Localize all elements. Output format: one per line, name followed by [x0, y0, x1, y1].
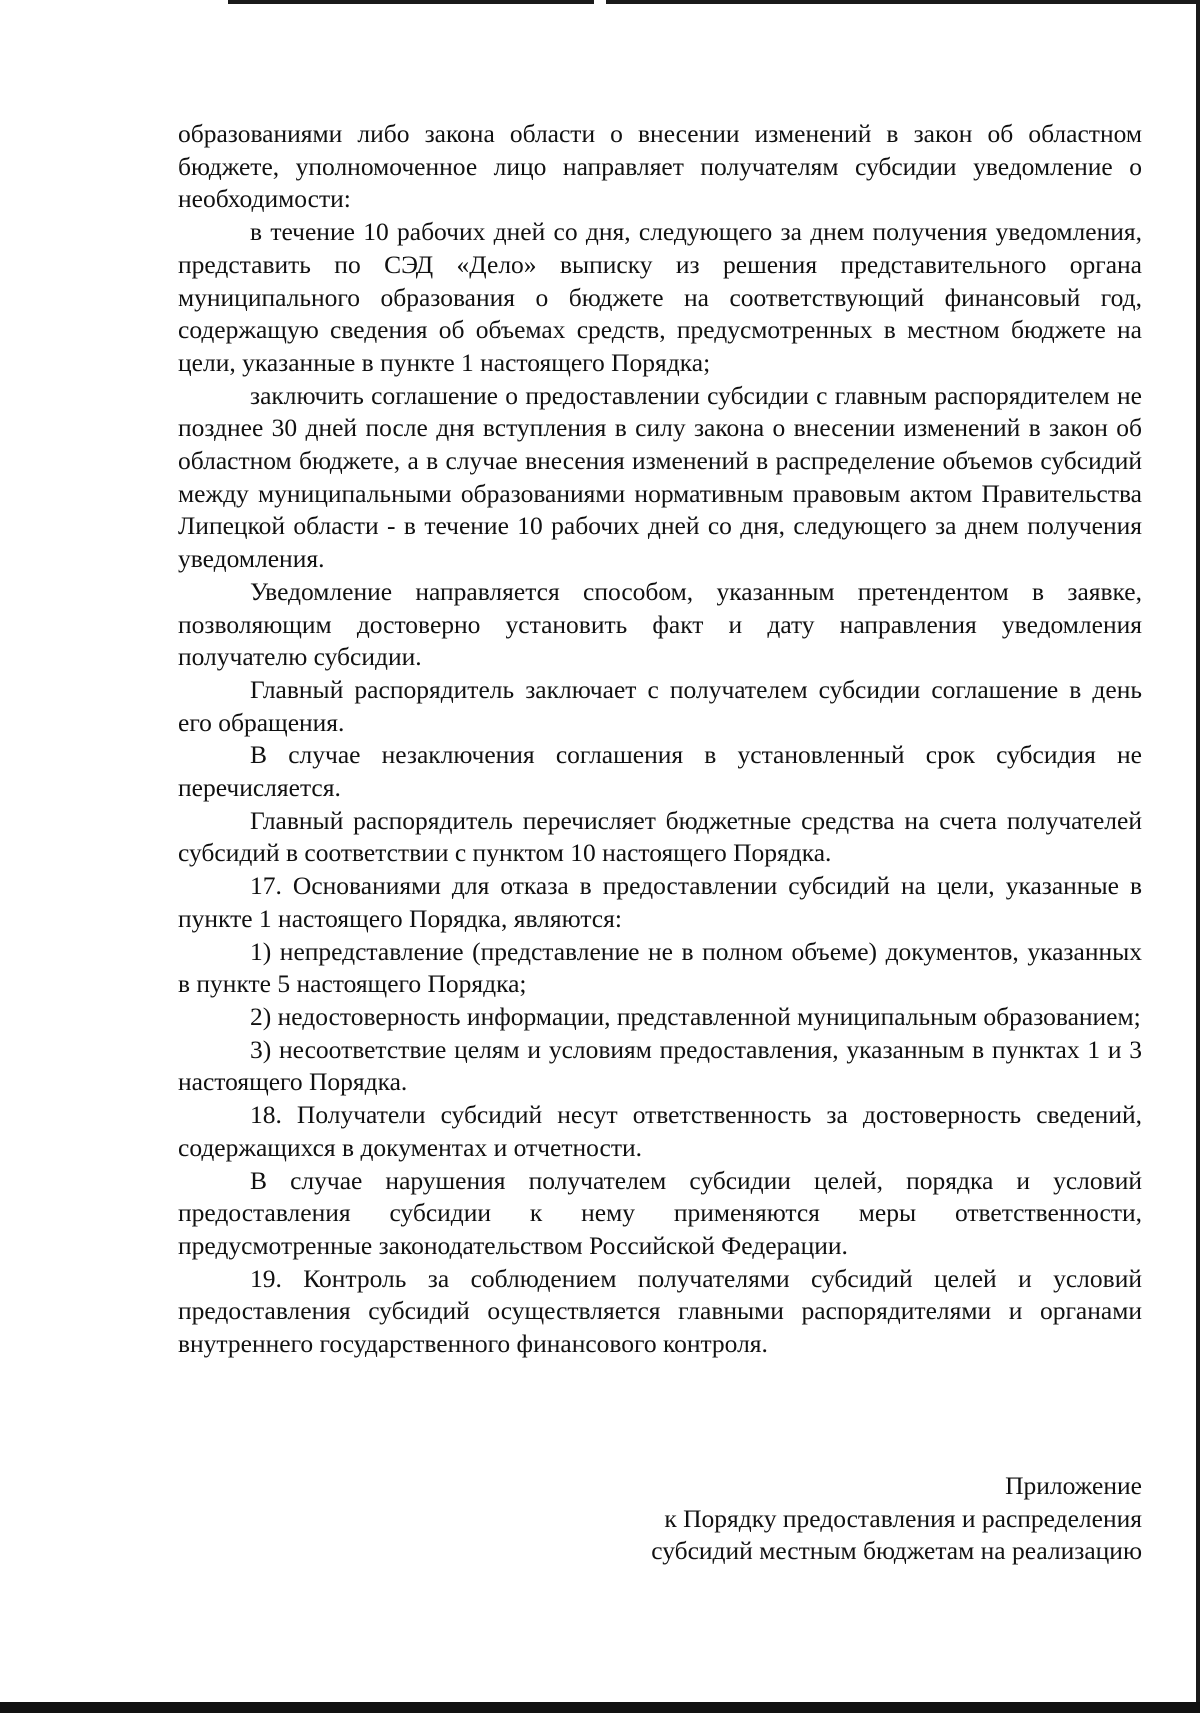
paragraph-item-17-1: 1) непредставление (представление не в полном объеме) документов, указанных в пункте 5 настоящего Порядка;	[178, 936, 1142, 999]
scan-edge-top-right	[606, 0, 1200, 4]
paragraph-item-17-3: 3) несоответствие целям и условиям предоставления, указанным в пунктах 1 и 3 настоящего Порядка.	[178, 1034, 1142, 1097]
paragraph-item-17-2: 2) недостоверность информации, представленной муниципальным образованием;	[250, 1001, 1141, 1031]
scan-edge-bottom	[0, 1702, 1200, 1713]
scan-edge-right	[1196, 0, 1200, 1713]
paragraph-extract-requirement: в течение 10 рабочих дней со дня, следующего за днем получения уведомления, представить по СЭД «Дело» выписку из решения представительного органа муниципального образования о бюджете на соответствующий финансовый год, содержащую сведения об объемах средств, предусмотренных в местном бюджете на цели, указанные в пункте 1 настоящего Порядка;	[178, 217, 1142, 377]
scan-edge-top-left	[228, 0, 594, 4]
paragraph-transfer-funds: Главный распорядитель перечисляет бюджетные средства на счета получателей субсидий в соответствии с пунктом 10 настоящего Порядка.	[178, 805, 1142, 868]
paragraph-agreement-requirement: заключить соглашение о предоставлении субсидии с главным распорядителем не позднее 30 дней после дня вступления в силу закона о внесении изменений в закон об областном бюджете, а в случае внесения изменений в распределение объемов субсидий между муниципальными образованиями нормативным правовым актом Правительства Липецкой области - в течение 10 рабочих дней со дня, следующего за днем получения уведомления.	[178, 380, 1142, 574]
appendix-title: Приложение	[1005, 1471, 1142, 1500]
paragraph-item-19: 19. Контроль за соблюдением получателями субсидий целей и условий предоставления субсидий осуществляется главными распорядителями и органами внутреннего государственного финансового контроля.	[178, 1263, 1142, 1359]
appendix-header	[651, 1470, 1142, 1568]
appendix-line-3: субсидий местным бюджетам на реализацию	[651, 1536, 1142, 1566]
paragraph-notification-method: Уведомление направляется способом, указанным претендентом в заявке, позволяющим достоверно установить факт и дату направления уведомления получателю субсидии.	[178, 576, 1142, 672]
appendix-line-2: к Порядку предоставления и распределения	[664, 1503, 1142, 1533]
paragraph-continuation: образованиями либо закона области о внесении изменений в закон об областном бюджете, уполномоченное лицо направляет получателям субсидии уведомление о необходимости:	[178, 119, 1142, 214]
paragraph-agreement-day: Главный распорядитель заключает с получателем субсидии соглашение в день его обращения.	[178, 674, 1142, 737]
paragraph-item-17: 17. Основаниями для отказа в предоставлении субсидий на цели, указанные в пункте 1 настоящего Порядка, являются:	[178, 871, 1142, 933]
document-body	[178, 118, 1142, 1361]
paragraph-no-transfer: В случае незаключения соглашения в установленный срок субсидия не перечисляется.	[178, 740, 1142, 803]
paragraph-item-18: 18. Получатели субсидий несут ответственность за достоверность сведений, содержащихся в документах и отчетности.	[178, 1100, 1142, 1162]
paragraph-liability: В случае нарушения получателем субсидии целей, порядка и условий предоставления субсидии к нему применяются меры ответственности, предусмотренные законодательством Российской Федерации.	[178, 1165, 1142, 1260]
